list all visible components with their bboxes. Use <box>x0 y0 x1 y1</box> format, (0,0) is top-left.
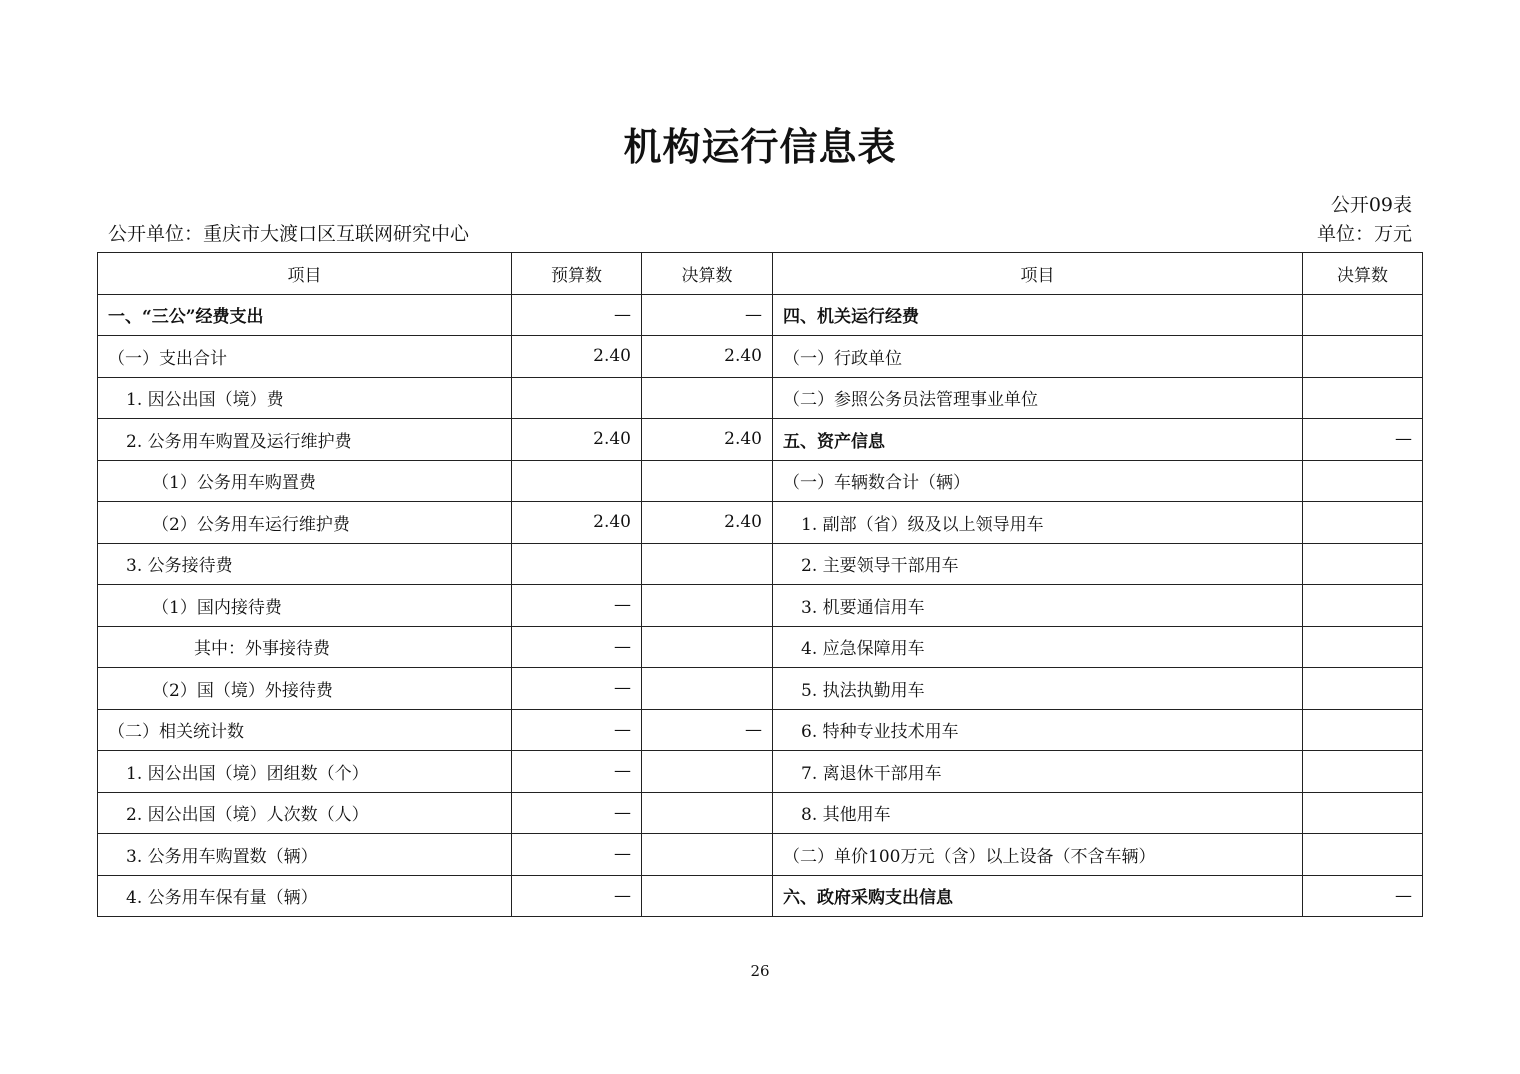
left-budget: — <box>512 294 642 336</box>
left-final: 2.40 <box>642 419 773 461</box>
right-final <box>1303 792 1423 834</box>
header-budget: 预算数 <box>512 253 642 295</box>
right-final <box>1303 294 1423 336</box>
left-item: 4. 公务用车保有量（辆） <box>98 875 512 917</box>
right-final <box>1303 834 1423 876</box>
right-final <box>1303 709 1423 751</box>
right-final <box>1303 585 1423 627</box>
form-number: 公开09表 <box>1330 194 1412 216</box>
left-budget: — <box>512 668 642 710</box>
right-final <box>1303 460 1423 502</box>
table-row <box>98 543 1423 585</box>
table-row <box>98 792 1423 834</box>
left-final <box>642 377 773 419</box>
table-row <box>98 668 1423 710</box>
left-item: 2. 因公出国（境）人次数（人） <box>98 792 512 834</box>
table-row <box>98 377 1423 419</box>
table-row <box>98 834 1423 876</box>
left-final <box>642 875 773 917</box>
right-item: （二）单价100万元（含）以上设备（不含车辆） <box>773 834 1303 876</box>
left-budget: — <box>512 875 642 917</box>
left-item: 3. 公务用车购置数（辆） <box>98 834 512 876</box>
right-final <box>1303 377 1423 419</box>
left-budget: — <box>512 626 642 668</box>
right-item: （一）车辆数合计（辆） <box>773 460 1303 502</box>
left-budget: — <box>512 834 642 876</box>
left-item: 1. 因公出国（境）费 <box>98 377 512 419</box>
right-item: 五、资产信息 <box>773 419 1303 461</box>
table-row <box>98 585 1423 627</box>
left-final <box>642 668 773 710</box>
table-row <box>98 709 1423 751</box>
left-final: 2.40 <box>642 336 773 378</box>
left-item: 1. 因公出国（境）团组数（个） <box>98 751 512 793</box>
left-final <box>642 626 773 668</box>
left-final <box>642 543 773 585</box>
page-number: 26 <box>750 962 770 980</box>
left-final: — <box>642 294 773 336</box>
table-header-row <box>98 253 1423 295</box>
right-item: 4. 应急保障用车 <box>773 626 1303 668</box>
right-final <box>1303 336 1423 378</box>
left-item: （1）国内接待费 <box>98 585 512 627</box>
left-budget <box>512 377 642 419</box>
right-item: 1. 副部（省）级及以上领导用车 <box>773 502 1303 544</box>
table-row <box>98 626 1423 668</box>
left-budget: — <box>512 709 642 751</box>
left-budget: — <box>512 792 642 834</box>
table-row <box>98 751 1423 793</box>
right-final <box>1303 626 1423 668</box>
left-budget: — <box>512 585 642 627</box>
header-final-right: 决算数 <box>1303 253 1423 295</box>
table-row <box>98 875 1423 917</box>
right-final <box>1303 668 1423 710</box>
header-item: 项目 <box>98 253 512 295</box>
left-item: （2）公务用车运行维护费 <box>98 502 512 544</box>
right-item: 6. 特种专业技术用车 <box>773 709 1303 751</box>
header-item-right: 项目 <box>773 253 1303 295</box>
right-item: 8. 其他用车 <box>773 792 1303 834</box>
left-budget: — <box>512 751 642 793</box>
left-final: — <box>642 709 773 751</box>
table-row <box>98 460 1423 502</box>
left-budget <box>512 543 642 585</box>
left-final <box>642 751 773 793</box>
left-item: 其中：外事接待费 <box>98 626 512 668</box>
right-item: 六、政府采购支出信息 <box>773 875 1303 917</box>
left-item: （一）支出合计 <box>98 336 512 378</box>
info-table <box>97 252 1423 917</box>
left-final <box>642 834 773 876</box>
right-item: 3. 机要通信用车 <box>773 585 1303 627</box>
left-item: （二）相关统计数 <box>98 709 512 751</box>
left-final <box>642 792 773 834</box>
right-item: 四、机关运行经费 <box>773 294 1303 336</box>
left-final <box>642 585 773 627</box>
right-item: （二）参照公务员法管理事业单位 <box>773 377 1303 419</box>
left-item: （1）公务用车购置费 <box>98 460 512 502</box>
left-item: 3. 公务接待费 <box>98 543 512 585</box>
table-row <box>98 419 1423 461</box>
left-budget <box>512 460 642 502</box>
page-title: 机构运行信息表 <box>623 125 897 169</box>
currency-unit: 单位：万元 <box>1316 223 1412 245</box>
header-final: 决算数 <box>642 253 773 295</box>
right-item: （一）行政单位 <box>773 336 1303 378</box>
left-item: 2. 公务用车购置及运行维护费 <box>98 419 512 461</box>
right-final <box>1303 543 1423 585</box>
right-item: 7. 离退休干部用车 <box>773 751 1303 793</box>
right-final <box>1303 502 1423 544</box>
right-final <box>1303 751 1423 793</box>
publishing-unit: 公开单位：重庆市大渡口区互联网研究中心 <box>108 223 470 245</box>
right-final: — <box>1303 419 1423 461</box>
left-item: 一、“三公”经费支出 <box>98 294 512 336</box>
left-budget: 2.40 <box>512 419 642 461</box>
left-budget: 2.40 <box>512 502 642 544</box>
left-budget: 2.40 <box>512 336 642 378</box>
right-item: 5. 执法执勤用车 <box>773 668 1303 710</box>
right-final: — <box>1303 875 1423 917</box>
table-row <box>98 502 1423 544</box>
left-final <box>642 460 773 502</box>
table-row <box>98 336 1423 378</box>
left-final: 2.40 <box>642 502 773 544</box>
left-item: （2）国（境）外接待费 <box>98 668 512 710</box>
table-row <box>98 294 1423 336</box>
right-item: 2. 主要领导干部用车 <box>773 543 1303 585</box>
